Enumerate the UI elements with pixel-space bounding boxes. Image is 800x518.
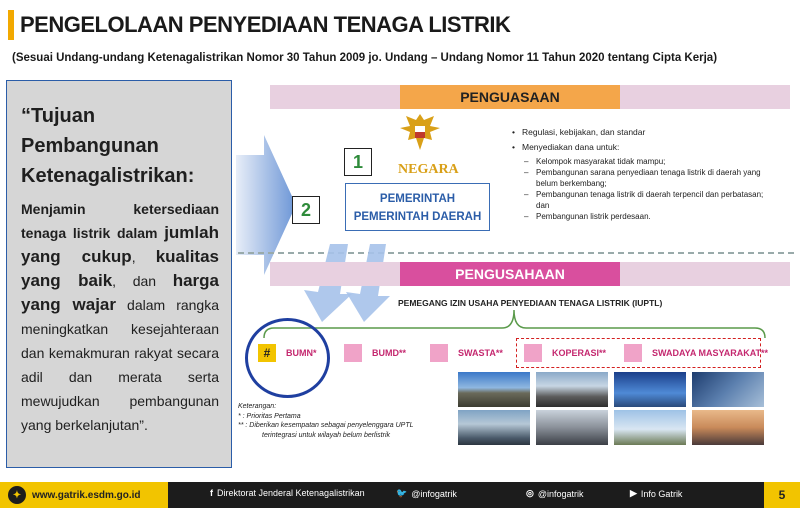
footer-instagram-label: @infogatrik — [537, 488, 584, 499]
footer-facebook-label: Direktorat Jenderal Ketenagalistrikan — [217, 488, 365, 498]
keterangan-note-1: * : Prioritas Pertama — [238, 412, 301, 420]
entity-marker — [524, 344, 542, 362]
quote-b1: jumlah yang cukup — [21, 223, 219, 266]
entity-label: SWASTA** — [458, 348, 503, 358]
footer-website-block[interactable] — [0, 482, 168, 508]
quote-b2: kualitas yang baik — [21, 247, 219, 290]
footer-youtube[interactable] — [630, 488, 682, 499]
garuda-emblem-icon — [398, 110, 442, 154]
iuptl-label: PEMEGANG IZIN USAHA PENYEDIAAN TENAGA LISTRIK (IUPTL) — [398, 298, 663, 308]
sub-list-item: – Pembangunan tenaga listrik di daerah terpencil dan perbatasan; dan — [512, 189, 772, 211]
facebook-icon: f — [210, 488, 213, 498]
quote-b3: harga yang wajar — [21, 271, 219, 314]
instagram-icon: ◎ — [526, 488, 534, 498]
footer-instagram[interactable] — [526, 488, 584, 499]
keterangan-notes — [238, 402, 414, 440]
footer-facebook[interactable] — [210, 488, 365, 498]
entity-swadaya — [624, 344, 768, 362]
footer-youtube-label: Info Gatrik — [640, 488, 683, 499]
big-arrow-icon — [236, 135, 296, 275]
number-box-1: 1 — [344, 148, 372, 176]
footer-website[interactable]: www.gatrik.esdm.go.id — [32, 489, 141, 501]
photo-substation — [536, 372, 608, 407]
list-item: • Menyediakan dana untuk: — [512, 141, 772, 154]
keterangan-note-3: terintegrasi untuk wilayah belum berlistrik — [262, 431, 390, 439]
number-box-2: 2 — [292, 196, 320, 224]
entity-label: BUMN* — [286, 348, 317, 358]
list-item: • Regulasi, kebijakan, dan standar — [512, 126, 772, 139]
negara-label: NEGARA — [398, 162, 459, 177]
photo-power-lines — [536, 410, 608, 445]
entity-swasta — [430, 344, 503, 362]
quote-p4: dalam rangka meningkatkan kesejahteraan dan kemakmuran rakyat secara adil dan merata serta mewujudkan pembangunan yang berkelanjutan”. — [21, 297, 220, 433]
entity-label: SWADAYA MASYARAKAT** — [652, 348, 769, 358]
quote-p1: Menjamin ketersediaan tenaga listrik dalam — [21, 201, 219, 241]
sub-list-item: – Pembangunan sarana penyediaan tenaga listrik di daerah yang belum berkembang; — [512, 167, 772, 189]
pemerintah-box — [345, 183, 490, 231]
sub-list-item: – Pembangunan listrik perdesaan. — [512, 211, 772, 222]
quote-heading: “Tujuan Pembangunan Ketenagalistrikan: — [21, 105, 195, 187]
footer-twitter[interactable] — [396, 488, 457, 499]
bracket-connector — [262, 308, 767, 340]
quote-body — [21, 197, 219, 437]
page-title: PENGELOLAAN PENYEDIAAN TENAGA LISTRIK — [20, 12, 511, 37]
photo-dam — [458, 410, 530, 445]
penguasaan-list — [512, 126, 772, 222]
pemerintah-line1: PEMERINTAH — [379, 193, 456, 205]
sub-list-item: – Kelompok masyarakat tidak mampu; — [512, 156, 772, 167]
quote-p3: , dan — [112, 273, 173, 289]
page-number: 5 — [764, 482, 800, 508]
page-subtitle: (Sesuai Undang-undang Ketenagalistrikan Nomor 30 Tahun 2009 jo. Undang – Undang Nomor 11 Tahun 2020 tentang Cipta Kerja) — [12, 52, 718, 64]
entity-bumd — [344, 344, 406, 362]
photo-transmission-tower — [614, 372, 686, 407]
entity-marker — [344, 344, 362, 362]
twitter-icon: 🐦 — [396, 488, 408, 498]
photo-solar-panels — [692, 372, 764, 407]
footer-twitter-label: @infogatrik — [411, 488, 457, 499]
entity-marker — [624, 344, 642, 362]
keterangan-title: Keterangan: — [238, 403, 277, 410]
pemerintah-line2: PEMERINTAH DAERAH — [353, 211, 482, 223]
entity-koperasi — [524, 344, 606, 362]
title-accent — [8, 10, 14, 40]
photo-geothermal — [692, 410, 764, 445]
youtube-icon: ▶ — [630, 488, 637, 498]
photo-wind-turbines — [614, 410, 686, 445]
entity-marker — [430, 344, 448, 362]
entity-label: KOPERASI** — [552, 348, 607, 358]
photo-power-plant — [458, 372, 530, 407]
highlight-circle — [245, 318, 330, 398]
keterangan-note-2: ** : Diberikan kesempatan sebagai penyelenggara UPTL — [238, 422, 414, 429]
penguasaan-label: PENGUASAAN — [400, 85, 620, 109]
quote-box — [6, 80, 232, 468]
esdm-logo-icon: ✦ — [8, 486, 26, 504]
entity-label: BUMD** — [372, 348, 407, 358]
quote-p2: , — [131, 249, 156, 265]
footer — [0, 482, 800, 508]
pengusahaan-label: PENGUSAHAAN — [400, 262, 620, 286]
pln-logo-icon: # — [258, 344, 276, 362]
